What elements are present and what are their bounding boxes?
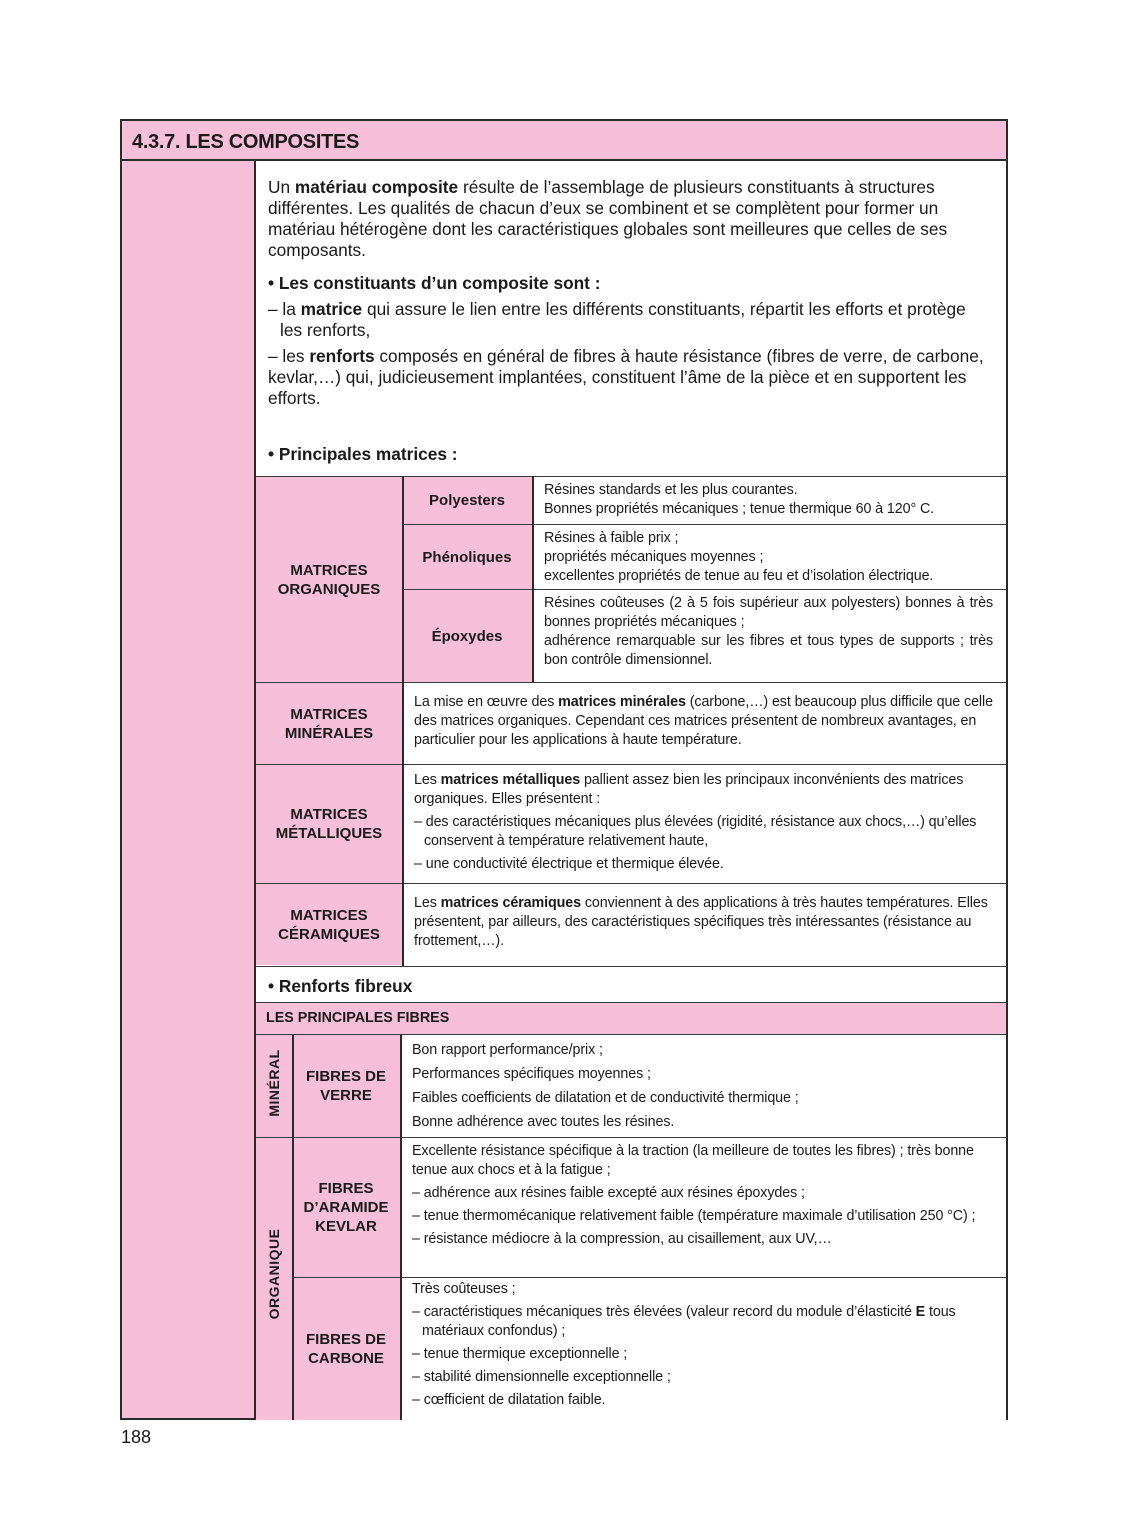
principales-fibres-header: LES PRINCIPALES FIBRES [256, 1002, 1006, 1035]
matrix-phenoliques: Phénoliques [402, 524, 532, 589]
divider [292, 1035, 294, 1420]
section-title: 4.3.7. LES COMPOSITES [122, 121, 1006, 161]
group-organique-cell [256, 1137, 292, 1420]
term-composite: matériau composite [294, 177, 459, 197]
group-mineral-cell [256, 1035, 292, 1137]
polyesters-description: Résines standards et les plus courantes. Bonnes propriétés mécaniques ; tenue thermique 60 à 120° C. [532, 476, 1006, 524]
fibre-aramide-label: FIBRES D’ARAMIDE KEVLAR [292, 1137, 400, 1277]
group-mineral-label: MINÉRAL [266, 1049, 282, 1117]
matrix-epoxydes: Époxydes [402, 589, 532, 682]
matrices-minerales-label: MATRICES MINÉRALES [256, 682, 402, 764]
fibre-verre-description: Bon rapport performance/prix ; Performances spécifiques moyennes ; Faibles coefficients de dilatation et de conductivité thermique ; Bonne adhérence avec toutes les résines. [400, 1035, 1006, 1137]
constituent-matrice: – la matrice qui assure le lien entre les différents constituants, répartit les efforts et protège les renforts, [268, 299, 966, 340]
definition-paragraph: Un matériau composite résulte de l’assemblage de plusieurs constituants à structures différentes. Les qualités de chacun d’eux se combinent et se complètent pour former un matériau hétérogène dont les caractéristiques globales sont meilleures que celles de ses composants. [268, 177, 948, 260]
divider [400, 1035, 402, 1420]
intro-text [268, 177, 992, 414]
divider [532, 476, 534, 682]
matrices-metalliques-label: MATRICES MÉTALLIQUES [256, 764, 402, 883]
ceramiques-description: Les matrices céramiques conviennent à des applications à très hautes températures. Elles présentent, par ailleurs, des caractéristiques spécifiques très intéressantes (résistance au frottement,…). [402, 883, 1006, 965]
principales-matrices-heading: • Principales matrices : [268, 444, 458, 464]
group-organique-label: ORGANIQUE [266, 1228, 282, 1320]
renforts-fibreux-heading: • Renforts fibreux [256, 966, 1006, 1002]
phenoliques-description: Résines à faible prix ; propriétés mécaniques moyennes ; excellentes propriétés de tenue au feu et d’isolation électrique. [532, 524, 1006, 589]
fibre-carbone-label: FIBRES DE CARBONE [292, 1277, 400, 1420]
matrices-ceramiques-label: MATRICES CÉRAMIQUES [256, 883, 402, 965]
composites-section-frame [120, 119, 1008, 1420]
fibre-aramide-description: Excellente résistance spécifique à la traction (la meilleure de toutes les fibres) ; très bonne tenue aux chocs et à la fatigue ; – adhérence aux résines faible excepté aux résines époxydes ; – tenue thermomécanique relativement faible (température maximale d’utilisation 250 °C) ; – résistance médiocre à la compression, au cisaillement, aux UV,… [400, 1137, 1006, 1277]
fibre-verre-label: FIBRES DE VERRE [292, 1035, 400, 1137]
section-content [254, 161, 1006, 1418]
divider [402, 476, 404, 966]
fibre-carbone-description: Très coûteuses ; – caractéristiques mécaniques très élevées (valeur record du module d’élasticité E tous matériaux confondus) ; – tenue thermique exceptionnelle ; – stabilité dimensionnelle exceptionnelle ; – cœfficient de dilatation faible. [400, 1277, 1006, 1420]
minerales-description: La mise en œuvre des matrices minérales (carbone,…) est beaucoup plus difficile que celle des matrices organiques. Cependant ces matrices présentent de nombreux avantages, en particulier pour les applications à haute température. [402, 682, 1006, 764]
matrix-polyesters: Polyesters [402, 476, 532, 524]
epoxydes-description: Résines coûteuses (2 à 5 fois supérieur aux polyesters) bonnes à très bonnes propriétés mécaniques ; adhérence remarquable sur les fibres et tous types de supports ; très bon contrôle dimensionnel. [532, 589, 1006, 682]
constituent-renforts: – les renforts composés en général de fibres à haute résistance (fibres de verre, de carbone, kevlar,…) qui, judicieusement implantées, constituent l’âme de la pièce et en supportent les efforts. [268, 346, 984, 408]
constituents-heading: • Les constituants d’un composite sont : [268, 273, 601, 293]
metalliques-description: Les matrices métalliques pallient assez bien les principaux inconvénients des matrices organiques. Elles présentent : – des caractéristiques mécaniques plus élevées (rigidité, résistance aux chocs,…) qu’elles conservent à température relativement haute, – une conductivité électrique et thermique élevée. [402, 764, 1006, 883]
matrices-organiques-label: MATRICES ORGANIQUES [256, 476, 402, 682]
page-number: 188 [121, 1427, 152, 1447]
